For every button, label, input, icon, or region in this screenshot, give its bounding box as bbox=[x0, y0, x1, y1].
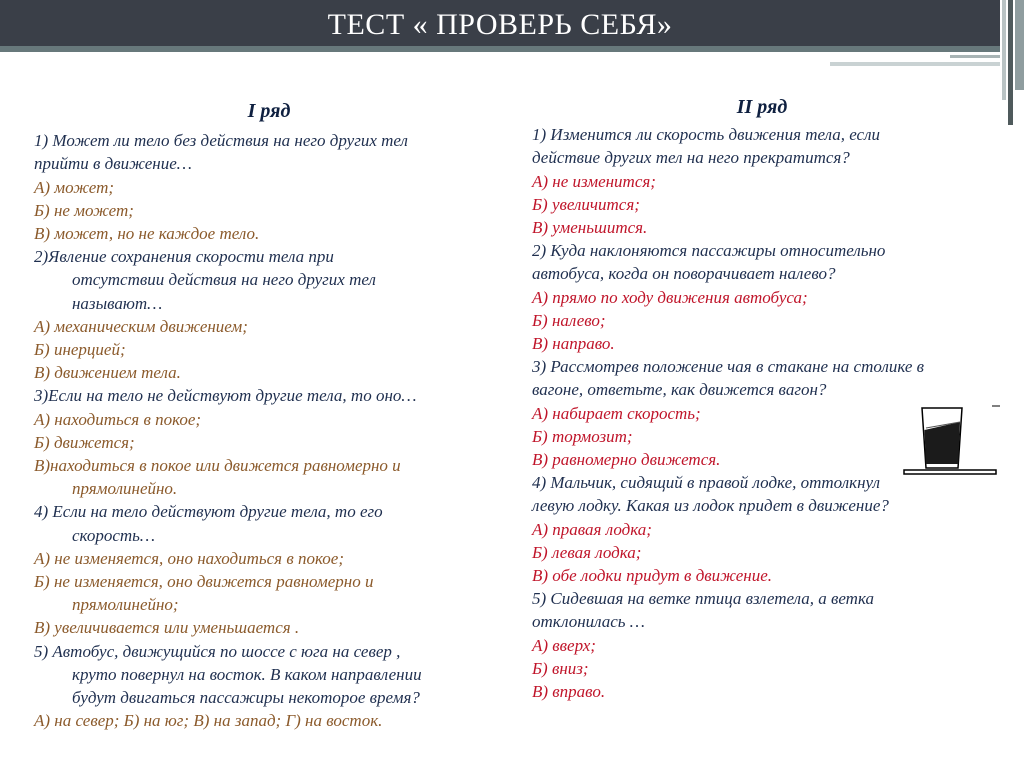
title-bar-edge bbox=[0, 46, 1000, 52]
text-line: В) вправо. bbox=[532, 682, 606, 702]
text-line: А) прямо по ходу движения автобуса; bbox=[532, 287, 808, 307]
column-heading: II ряд bbox=[736, 96, 788, 118]
text-line: 5) Автобус, движущийся по шоссе с юга на север , bbox=[34, 641, 401, 661]
text-line: 1) Изменится ли скорость движения тела, если bbox=[532, 125, 881, 145]
text-line: Б) не изменяется, оно движется равномерно и bbox=[34, 572, 374, 592]
text-line: Б) левая лодка; bbox=[532, 542, 642, 562]
text-line: скорость… bbox=[72, 525, 156, 545]
text-line: Б) вниз; bbox=[532, 658, 589, 678]
text-line: Б) инерцией; bbox=[34, 340, 126, 360]
text-line: отклонилась … bbox=[532, 612, 645, 632]
text-line: автобуса, когда он поворачивает налево? bbox=[532, 264, 836, 284]
decor-line bbox=[950, 55, 1000, 58]
text-line: В) равномерно движется. bbox=[532, 450, 721, 470]
text-line: А) может; bbox=[34, 177, 115, 197]
text-line: 4) Если на тело действуют другие тела, то его bbox=[34, 502, 383, 522]
text-line: В)находиться в покое или движется равномерно и bbox=[34, 456, 401, 476]
text-line: 1) Может ли тело без действия на него других тел bbox=[34, 131, 408, 151]
column-row-1 bbox=[34, 100, 504, 732]
text-line: А) не изменится; bbox=[532, 171, 656, 191]
text-line: Б) увеличится; bbox=[532, 194, 640, 214]
text-line: круто повернул на восток. В каком направлении bbox=[72, 664, 422, 684]
question-list bbox=[34, 129, 504, 732]
text-line: вагоне, ответьте, как движется вагон? bbox=[532, 380, 827, 400]
text-line: прямолинейно. bbox=[72, 479, 178, 499]
text-line: А) вверх; bbox=[532, 635, 596, 655]
text-line: В) увеличивается или уменьшается . bbox=[34, 618, 300, 638]
text-line: 2)Явление сохранения скорости тела при bbox=[34, 247, 334, 267]
text-line: 2) Куда наклоняются пассажиры относительно bbox=[532, 241, 886, 261]
text-line: В) движением тела. bbox=[34, 363, 181, 383]
text-line: А) не изменяется, оно находиться в покое; bbox=[34, 548, 344, 568]
text-line: А) механическим движением; bbox=[34, 316, 248, 336]
decor-line bbox=[830, 62, 1000, 66]
text-line: А) правая лодка; bbox=[532, 519, 652, 539]
decor-stripe bbox=[1002, 0, 1006, 100]
text-line: В) направо. bbox=[532, 334, 615, 354]
text-line: будут двигаться пассажиры некоторое время? bbox=[72, 688, 420, 708]
text-line: действие других тел на него прекратится? bbox=[532, 148, 850, 168]
glass-on-table-illustration bbox=[900, 400, 1000, 480]
text-line: Б) тормозит; bbox=[532, 426, 633, 446]
text-line: В) может, но не каждое тело. bbox=[34, 224, 260, 244]
text-line: отсутствии действия на него других тел bbox=[72, 270, 376, 290]
text-line: левую лодку. Какая из лодок придет в движение? bbox=[532, 496, 889, 516]
decor-stripe bbox=[1015, 0, 1024, 90]
text-line: Б) не может; bbox=[34, 200, 134, 220]
text-line: прийти в движение… bbox=[34, 154, 192, 174]
text-line: В) обе лодки придут в движение. bbox=[532, 566, 773, 586]
text-line: Б) налево; bbox=[532, 310, 606, 330]
text-line: 3)Если на тело не действуют другие тела, то оно… bbox=[34, 386, 417, 406]
text-line: называют… bbox=[72, 293, 163, 313]
text-line: 5) Сидевшая на ветке птица взлетела, а ветка bbox=[532, 589, 874, 609]
text-line: А) на север; Б) на юг; В) на запад; Г) на восток. bbox=[34, 711, 383, 731]
text-line: 4) Мальчик, сидящий в правой лодке, оттолкнул bbox=[532, 473, 881, 493]
text-line: А) набирает скорость; bbox=[532, 403, 701, 423]
text-line: Б) движется; bbox=[34, 432, 135, 452]
text-line: В) уменьшится. bbox=[532, 218, 648, 238]
text-line: А) находиться в покое; bbox=[34, 409, 202, 429]
slide-title: ТЕСТ « ПРОВЕРЬ СЕБЯ» bbox=[327, 8, 673, 41]
slide-header bbox=[0, 0, 1024, 80]
text-line: прямолинейно; bbox=[72, 595, 179, 615]
text-line: 3) Рассмотрев положение чая в стакане на столике в bbox=[532, 357, 925, 377]
column-heading: I ряд bbox=[247, 100, 291, 122]
